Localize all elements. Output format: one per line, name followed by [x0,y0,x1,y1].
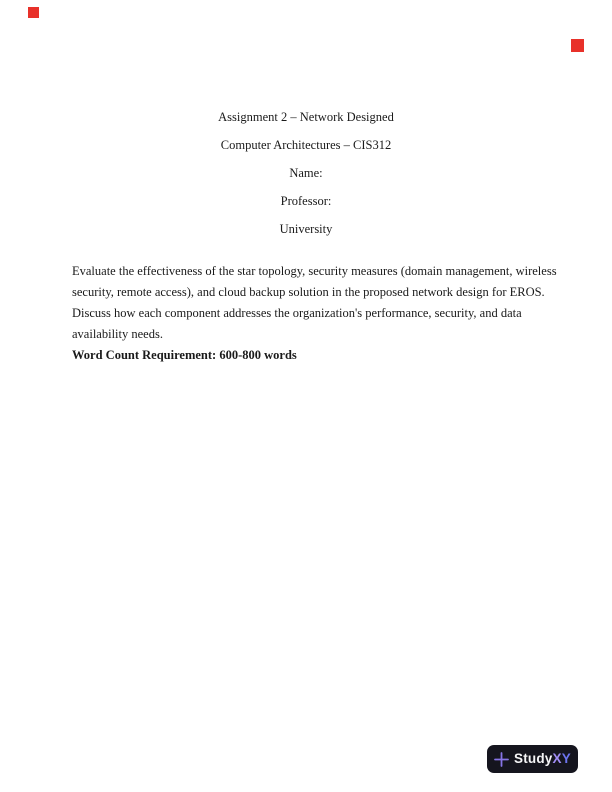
professor-label: Professor: [280,194,332,208]
studyxy-brand-badge[interactable] [487,745,578,773]
assignment-title: Assignment 2 – Network Designed [218,110,394,124]
prompt-paragraph [72,261,557,366]
paragraph-line: security, remote access), and cloud backup solution in the proposed network design for EROS. [72,285,545,299]
title-block [0,103,612,243]
paragraph-line: Evaluate the effectiveness of the star topology, security measures (domain management, wireless [72,264,557,278]
brand-text-x: X [552,751,562,766]
plus-icon [494,752,509,767]
brand-wordmark [514,745,571,773]
name-label: Name: [289,166,323,180]
red-marker-top-right [571,39,584,52]
course-title: Computer Architectures – CIS312 [220,138,392,152]
word-count-requirement: Word Count Requirement: 600-800 words [72,348,297,362]
paragraph-line: Discuss how each component addresses the organization's performance, security, and data [72,306,522,320]
paragraph-line: availability needs. [72,327,163,341]
brand-text-study: Study [514,751,553,766]
university-label: University [279,222,333,236]
red-marker-top-left [28,7,39,18]
brand-text-y: Y [561,751,571,766]
